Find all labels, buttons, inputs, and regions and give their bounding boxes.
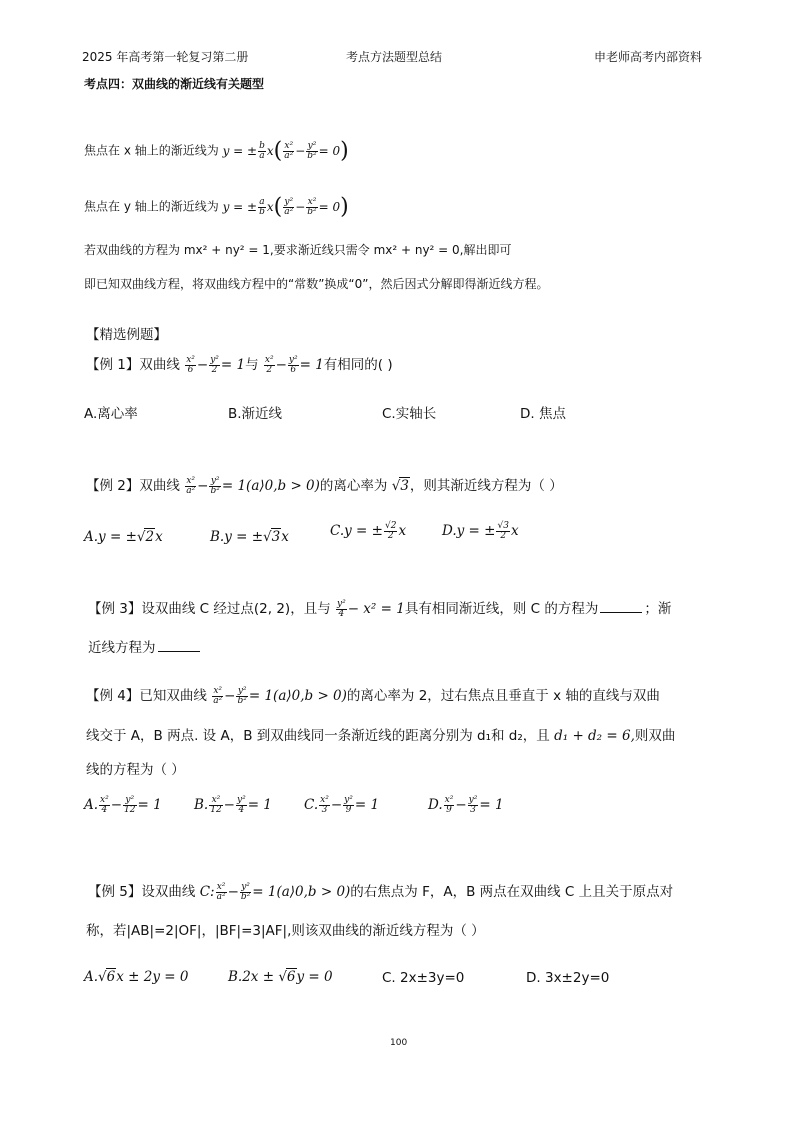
general-method-line: 若双曲线的方程为 mx² + ny² = 1,要求渐近线只需令 mx² + ny² = 0,解出即可 [84,243,512,257]
example-5-option-c: C. 2x±3y=0 [382,970,465,986]
example-1-stem: 【例 1】双曲线 $\frac{\text{x²}}{6}$ − $\frac{\text{y²}}{2}$ = 1与 $\frac{\text{x²}}{2}$ − $\frac{\text{y²}}{6}$ = 1有相同的( ) [86,355,393,375]
example-1-option-b: B.渐近线 [228,406,283,422]
example-2-stem: 【例 2】双曲线 $\frac{\text{x²}}{\text{a²}}$ − $\frac{\text{y²}}{\text{b²}}$ = 1(a⟩0,b > 0)的离心率为 √3，则其渐近线方程为（ ） [86,476,563,496]
example-2-option-a: A.y = ±√2x [84,529,163,545]
method-summary-line: 即已知双曲线方程，将双曲线方程中的“常数”换成“0”，然后因式分解即得渐近线方程。 [84,277,549,291]
example-4-option-d: D. $\frac{\text{x²}}{9}$ − $\frac{\text{y²}}{3}$ = 1 [428,795,504,815]
example-5-option-d: D. 3x±2y=0 [526,970,610,986]
example-2-option-c: C.y = ± $\frac{√2}{2}$ x [330,521,407,541]
answer-blank[interactable] [158,639,200,652]
example-4-option-a: A. $\frac{\text{x²}}{4}$ − $\frac{\text{y²}}{12}$ = 1 [84,795,162,815]
section-title: 考点四：双曲线的渐近线有关题型 [84,77,265,91]
example-5-line-2: 称，若|AB|=2|OF|，|BF|=3|AF|,则该双曲线的渐近线方程为（ ） [86,923,485,939]
example-5-line-1: 【例 5】设双曲线 C: $\frac{\text{x²}}{\text{a²}}$ − $\frac{\text{y²}}{\text{b²}}$ = 1(a⟩0,b > 0)的右焦点为 F，A，B 两点在双曲线 C 上且关于原点对 [88,882,674,902]
header-left: 2025 年高考第一轮复习第二册 [82,50,249,64]
answer-blank[interactable] [600,600,642,613]
header-right: 申老师高考内部资料 [594,50,703,64]
example-2-option-b: B.y = ±√3x [210,529,289,545]
example-4-line-1: 【例 4】已知双曲线 $\frac{\text{x²}}{\text{a²}}$ − $\frac{\text{y²}}{\text{b²}}$ = 1(a⟩0,b > 0)的离心率为 2，过右焦点且垂直于 x 轴的直线与双曲 [86,686,660,706]
y-axis-asymptote-line: 焦点在 y 轴上的渐近线为 y = ± $\frac{a}{b}$ x( $\frac{\text{y²}}{\text{a²}}$ − $\frac{\text{x²}}{\text{b²}}$ = 0) [84,194,349,219]
example-4-option-b: B. $\frac{\text{x²}}{12}$ − $\frac{\text{y²}}{4}$ = 1 [194,795,272,815]
example-5-option-a: A.√6x ± 2y = 0 [84,969,189,985]
example-1-option-c: C.实轴长 [382,406,437,422]
example-4-line-2: 线交于 A，B 两点. 设 A，B 到双曲线同一条渐近线的距离分别为 d₁和 d₂，且 d₁ + d₂ = 6,则双曲 [86,728,676,744]
example-1-option-d: D. 焦点 [520,406,566,422]
header-center: 考点方法题型总结 [346,50,443,64]
example-4-option-c: C. $\frac{\text{x²}}{3}$ − $\frac{\text{y²}}{9}$ = 1 [304,795,380,815]
examples-header: 【精选例题】 [86,327,167,343]
example-2-option-d: D.y = ± $\frac{√3}{2}$ x [442,521,519,541]
example-3-line-2: 近线方程为 [88,636,202,656]
x-axis-asymptote-line: 焦点在 x 轴上的渐近线为 y = ± $\frac{b}{a}$ x( $\frac{\text{x²}}{\text{a²}}$ − $\frac{\text{y²}}{\text{b²}}$ = 0) [84,138,349,163]
example-1-option-a: A.离心率 [84,406,138,422]
example-4-line-3: 线的方程为（ ） [86,762,185,778]
example-3-line-1: 【例 3】设双曲线 C 经过点(2, 2)，且与 $\frac{\text{y²}}{4}$ − x² = 1具有相同渐近线，则 C 的方程为 ；渐 [88,599,672,619]
example-5-option-b: B.2x ± √6y = 0 [228,969,333,985]
page-number: 100 [390,1038,408,1048]
